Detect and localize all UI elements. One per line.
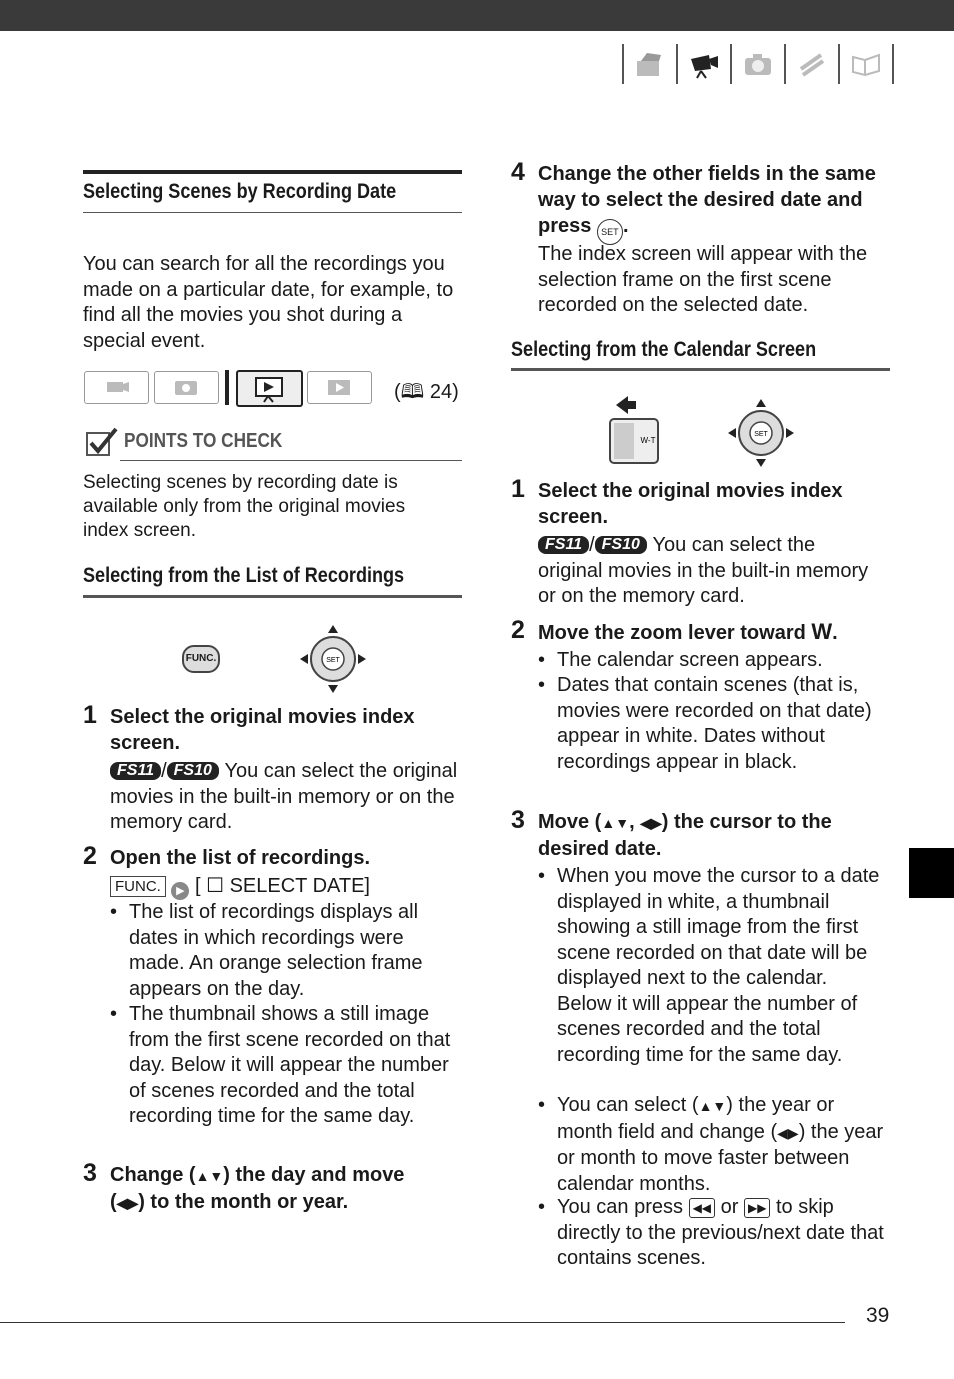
subsection-title-calendar: Selecting from the Calendar Screen [511,338,817,361]
up-down-arrows-icon: ▲▼ [698,1098,727,1114]
left-right-arrows-icon: ◀▶ [116,1195,139,1211]
step-number: 2 [83,842,97,870]
func-key: FUNC. [110,876,166,897]
step-text: The index screen will appear with the selection frame on the first scene recorded on the selected date. [538,243,868,316]
zoom-lever-icon [606,395,662,467]
menu-item-text: SELECT DATE] [229,875,370,897]
list-item: • Dates that contain scenes (that is, movies were recorded on that date) appear in white. Dates without recordings appear in black. [538,674,872,773]
camera-icon[interactable] [730,44,784,84]
step-text [538,533,883,610]
fs10-badge: FS10 [595,536,647,554]
subsection-title-list: Selecting from the List of Recordings [83,564,405,587]
book-icon: 🕮 [400,381,425,403]
checkmark-icon [85,427,119,459]
mode-playback-movie-box [236,370,303,407]
step-number: 3 [511,806,525,834]
list-item: • You can select (▲▼) the year or month field and change (◀▶) the year or month to move faster between calendar months. [538,1094,884,1195]
step-description: You can select the original movies in the built-in memory or on the memory card. [538,534,869,607]
menu-path [110,874,460,900]
step-title: Open the list of recordings. [110,847,371,869]
camcorder-icon[interactable] [676,44,730,84]
intro-text: You can search for all the recordings you made on a particular date, for example, to find all the movies you shot during a special event. [83,253,454,352]
svg-text:W-T: W-T [640,436,656,445]
mode-photo-box [154,371,219,404]
step-title: Change (▲▼) the day and move (◀▶) to the month or year. [110,1164,405,1213]
rewind-button-icon: ◀◀ [689,1198,715,1218]
title-rule-bottom [83,212,462,213]
list-item: • The calendar screen appears. [538,649,823,671]
fast-forward-button-icon: ▶▶ [744,1198,770,1218]
step-number: 2 [511,616,525,644]
calendar-icon: ☐ [206,875,225,897]
step-title: Select the original movies index screen. [110,706,415,754]
fs11-badge: FS11 [110,762,161,780]
list-item: • You can press ◀◀ or ▶▶ to skip directly to the previous/next date that contains scenes. [538,1196,884,1269]
movie-mode-icon [85,372,148,403]
step-title: Select the original movies index screen. [538,480,843,528]
page-reference: (🕮 24) [394,381,459,403]
step-number: 4 [511,158,525,186]
subsection-rule-calendar [511,368,890,371]
points-title: POINTS TO CHECK [124,430,283,452]
title-rule [83,170,462,174]
badge-separator: / [161,760,167,782]
step-title: Change the other fields in the same way to select the desired date and press SET . [538,161,878,245]
page-reference-number: 24) [429,381,459,403]
fs11-badge: FS11 [538,536,589,554]
badge-separator: / [589,534,595,556]
points-rule [120,460,462,461]
fs10-badge: FS10 [167,762,219,780]
left-right-arrows-icon: ◀▶ [640,815,662,831]
mode-movie-box [84,371,149,404]
playback-photo-icon [308,372,371,403]
footer-rule [0,1322,845,1323]
step-title: Move (▲▼, ◀▶) the cursor to the desired date. [538,811,832,860]
page-number: 39 [866,1304,890,1327]
left-right-arrows-icon: ◀▶ [777,1124,799,1141]
func-button: FUNC. [182,645,220,673]
subsection-rule-list [83,595,462,598]
connect-icon[interactable] [784,44,838,84]
list-item: • When you move the cursor to a date displayed in white, a thumbnail showing a still image from the first scene recorded on that date will be displayed next to the calendar. Below it will appear the number of scenes recorded and the total recording time for the same day. [538,865,880,1066]
up-down-arrows-icon: ▲▼ [195,1168,224,1184]
step-number: 1 [511,475,525,503]
step-description: You can select the original movies in the built-in memory or on the memory card. [110,760,458,833]
svg-text:SET: SET [326,657,340,664]
chapter-nav [622,44,894,86]
camcorder-folder-icon[interactable] [622,44,676,84]
arrow-icon: ▶ [171,882,189,900]
list-item: • The list of recordings displays all dates in which recordings were made. An orange selection frame appears on the day. [110,901,423,1000]
chapter-tab [909,848,954,898]
step-title: Move the zoom lever toward W. [538,619,838,644]
joystick-icon [298,623,368,695]
menu-bracket: [ [194,875,201,897]
list-item: • The thumbnail shows a still image from the first scene recorded on that day. Below it will appear the number of scenes recorded and the total recording time for the same day. [110,1003,451,1127]
step-number: 3 [83,1159,97,1187]
book-icon[interactable] [838,44,894,84]
joystick-icon [726,397,796,469]
set-button-icon: SET [597,219,623,245]
step-text [110,759,460,836]
points-text: Selecting scenes by recording date is available only from the original movies index screen. [83,472,406,541]
svg-text:SET: SET [754,431,768,438]
page-title: Selecting Scenes by Recording Date [83,180,397,203]
playback-movie-icon [238,372,301,405]
up-down-arrows-icon: ▲▼ [601,815,630,831]
photo-mode-icon [155,372,218,403]
mode-playback-photo-box [307,371,372,404]
top-bar [0,0,954,31]
step-number: 1 [83,701,97,729]
mode-divider [225,370,229,405]
